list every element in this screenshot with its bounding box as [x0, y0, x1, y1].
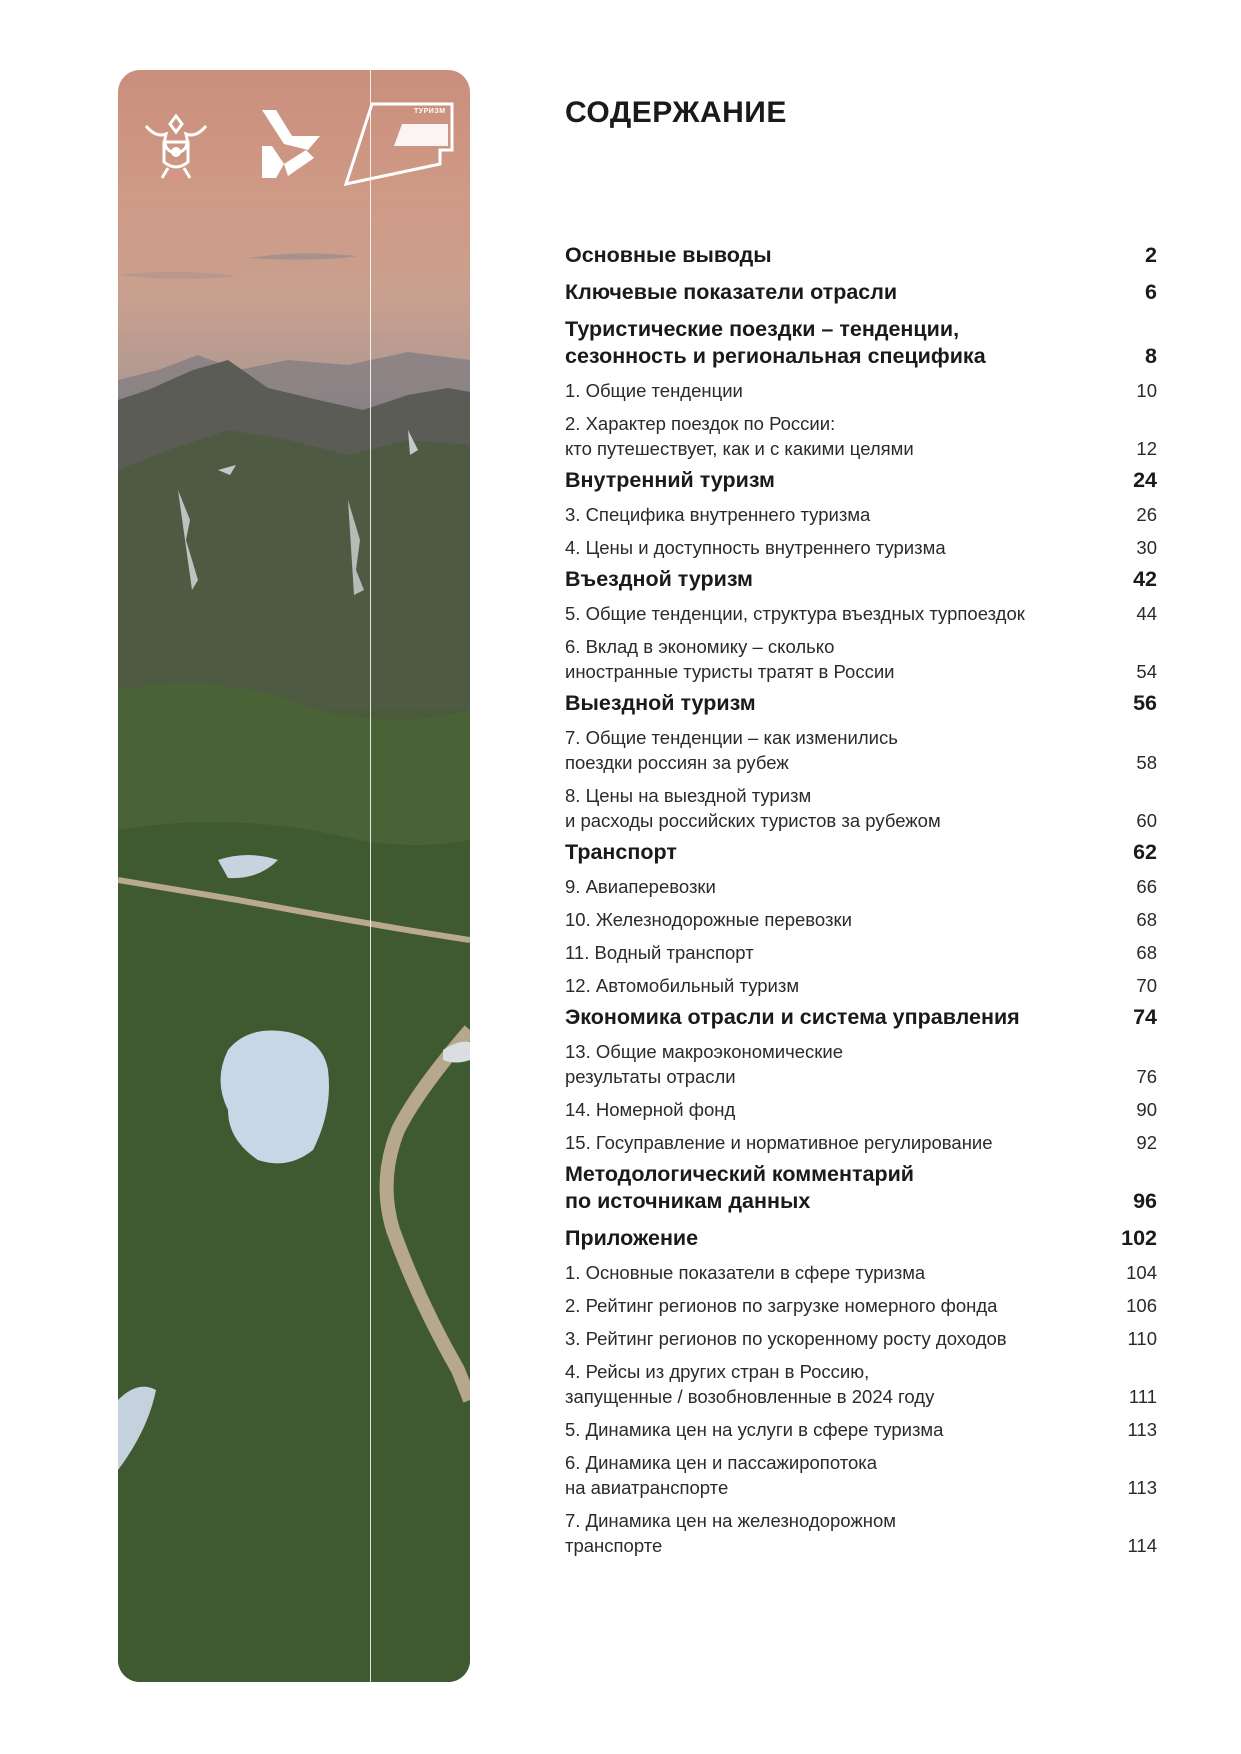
- toc-label: 2. Рейтинг регионов по загрузке номерного фонда: [565, 1295, 998, 1316]
- toc-label: Внутренний туризм: [565, 468, 775, 492]
- landscape-illustration: [118, 70, 470, 1682]
- toc-section[interactable]: [565, 1225, 1157, 1252]
- toc-label: Въездной туризм: [565, 567, 753, 591]
- toc-subsection[interactable]: [565, 1508, 1157, 1558]
- toc-label: 6. Динамика цен и пассажиропотока на авиатранспорте: [565, 1452, 878, 1498]
- toc-page-number: 6: [1145, 280, 1157, 304]
- toc-section[interactable]: [565, 242, 1157, 269]
- toc-label: Транспорт: [565, 840, 677, 864]
- toc-subsection[interactable]: [565, 940, 1157, 965]
- toc-subsection[interactable]: [565, 1260, 1157, 1285]
- toc-section[interactable]: [565, 279, 1157, 306]
- toc-subsection[interactable]: [565, 1359, 1157, 1409]
- toc-label: 15. Госуправление и нормативное регулирование: [565, 1132, 993, 1153]
- toc-label: 9. Авиаперевозки: [565, 876, 716, 897]
- toc-page-number: 113: [1127, 1419, 1157, 1440]
- toc-section[interactable]: [565, 316, 1157, 370]
- toc-subsection[interactable]: [565, 601, 1157, 626]
- toc-subsection[interactable]: [565, 1450, 1157, 1500]
- toc-page-number: 42: [1133, 567, 1157, 591]
- toc-subsection[interactable]: [565, 1417, 1157, 1442]
- toc-page-number: 8: [1145, 344, 1157, 368]
- toc-page-number: 106: [1126, 1295, 1157, 1316]
- brand-mark-icon: [258, 106, 324, 182]
- toc-label: 1. Основные показатели в сфере туризма: [565, 1262, 926, 1283]
- toc-label: 6. Вклад в экономику – сколько иностранные туристы тратят в России: [565, 636, 895, 682]
- toc-label: Основные выводы: [565, 243, 772, 267]
- toc-subsection[interactable]: [565, 411, 1157, 461]
- toc-page-number: 102: [1121, 1226, 1157, 1250]
- toc-label: 8. Цены на выездной туризм и расходы российских туристов за рубежом: [565, 785, 941, 831]
- toc-page-number: 110: [1127, 1328, 1157, 1349]
- toc-page-number: 62: [1133, 840, 1157, 864]
- toc-label: 7. Общие тенденции – как изменились поездки россиян за рубеж: [565, 727, 898, 773]
- toc-subsection[interactable]: [565, 502, 1157, 527]
- toc-subsection[interactable]: [565, 1097, 1157, 1122]
- toc-label: Приложение: [565, 1226, 699, 1250]
- coat-of-arms-icon: [136, 104, 216, 184]
- toc-page-number: 76: [1136, 1066, 1157, 1087]
- toc-label: 10. Железнодорожные перевозки: [565, 909, 852, 930]
- toc-label: 5. Динамика цен на услуги в сфере туризма: [565, 1419, 944, 1440]
- toc-page-number: 24: [1133, 468, 1157, 492]
- toc-page-number: 113: [1127, 1477, 1157, 1498]
- toc-label: 3. Рейтинг регионов по ускоренному росту доходов: [565, 1328, 1007, 1349]
- toc-page-number: 90: [1136, 1099, 1157, 1120]
- toc-page-number: 104: [1126, 1262, 1157, 1283]
- toc-section[interactable]: [565, 690, 1157, 717]
- toc-label: 11. Водный транспорт: [565, 942, 754, 963]
- toc-section[interactable]: [565, 467, 1157, 494]
- toc-page-number: 66: [1136, 876, 1157, 897]
- toc-label: 4. Цены и доступность внутреннего туризма: [565, 537, 946, 558]
- toc-subsection[interactable]: [565, 973, 1157, 998]
- toc-section[interactable]: [565, 566, 1157, 593]
- toc-label: Методологический комментарий по источникам данных: [565, 1162, 915, 1213]
- toc-subsection[interactable]: [565, 1039, 1157, 1089]
- banner-text: ТУРИЗМ: [414, 108, 446, 115]
- toc-label: 14. Номерной фонд: [565, 1099, 736, 1120]
- toc-label: Туристические поездки – тенденции, сезонность и региональная специфика: [565, 317, 986, 368]
- toc-label: 12. Автомобильный туризм: [565, 975, 800, 996]
- toc-page-number: 54: [1136, 661, 1157, 682]
- toc-page-number: 96: [1133, 1189, 1157, 1213]
- divider-line: [370, 70, 371, 1682]
- toc-page-number: 92: [1136, 1132, 1157, 1153]
- toc-section[interactable]: [565, 839, 1157, 866]
- toc-page-number: 60: [1136, 810, 1157, 831]
- toc-label: 3. Специфика внутреннего туризма: [565, 504, 871, 525]
- toc-page-number: 111: [1128, 1386, 1157, 1407]
- toc-subsection[interactable]: [565, 1130, 1157, 1155]
- toc-page-number: 70: [1136, 975, 1157, 996]
- toc-label: 13. Общие макроэкономические результаты отрасли: [565, 1041, 843, 1087]
- toc-label: 4. Рейсы из других стран в Россию, запущенные / возобновленные в 2024 году: [565, 1361, 935, 1407]
- toc-section[interactable]: [565, 1004, 1157, 1031]
- toc-page-number: 68: [1136, 942, 1157, 963]
- toc-page-number: 114: [1127, 1535, 1157, 1556]
- toc-section[interactable]: [565, 1161, 1157, 1215]
- toc-label: Выездной туризм: [565, 691, 756, 715]
- toc-page-number: 58: [1136, 752, 1157, 773]
- toc-subsection[interactable]: [565, 634, 1157, 684]
- toc-subsection[interactable]: [565, 535, 1157, 560]
- toc-subsection[interactable]: [565, 725, 1157, 775]
- toc-subsection[interactable]: [565, 907, 1157, 932]
- toc-label: 5. Общие тенденции, структура въездных турпоездок: [565, 603, 1025, 624]
- toc-subsection[interactable]: [565, 1293, 1157, 1318]
- toc-page-number: 10: [1136, 380, 1157, 401]
- cover-photo: [118, 70, 470, 1682]
- toc-label: Экономика отрасли и система управления: [565, 1005, 1020, 1029]
- toc-page-number: 56: [1133, 691, 1157, 715]
- page-title: СОДЕРЖАНИЕ: [565, 96, 787, 129]
- toc-page-number: 2: [1145, 243, 1157, 267]
- toc-page-number: 74: [1133, 1005, 1157, 1029]
- toc-subsection[interactable]: [565, 1326, 1157, 1351]
- toc-label: Ключевые показатели отрасли: [565, 280, 898, 304]
- toc-subsection[interactable]: [565, 378, 1157, 403]
- toc-label: 7. Динамика цен на железнодорожном транспорте: [565, 1510, 896, 1556]
- toc-subsection[interactable]: [565, 783, 1157, 833]
- toc-page-number: 44: [1136, 603, 1157, 624]
- toc-label: 1. Общие тенденции: [565, 380, 743, 401]
- table-of-contents: [565, 242, 1157, 1558]
- toc-page-number: 30: [1136, 537, 1157, 558]
- toc-page-number: 26: [1136, 504, 1157, 525]
- toc-label: 2. Характер поездок по России: кто путешествует, как и с какими целями: [565, 413, 914, 459]
- toc-subsection[interactable]: [565, 874, 1157, 899]
- toc-page-number: 12: [1136, 438, 1157, 459]
- toc-page-number: 68: [1136, 909, 1157, 930]
